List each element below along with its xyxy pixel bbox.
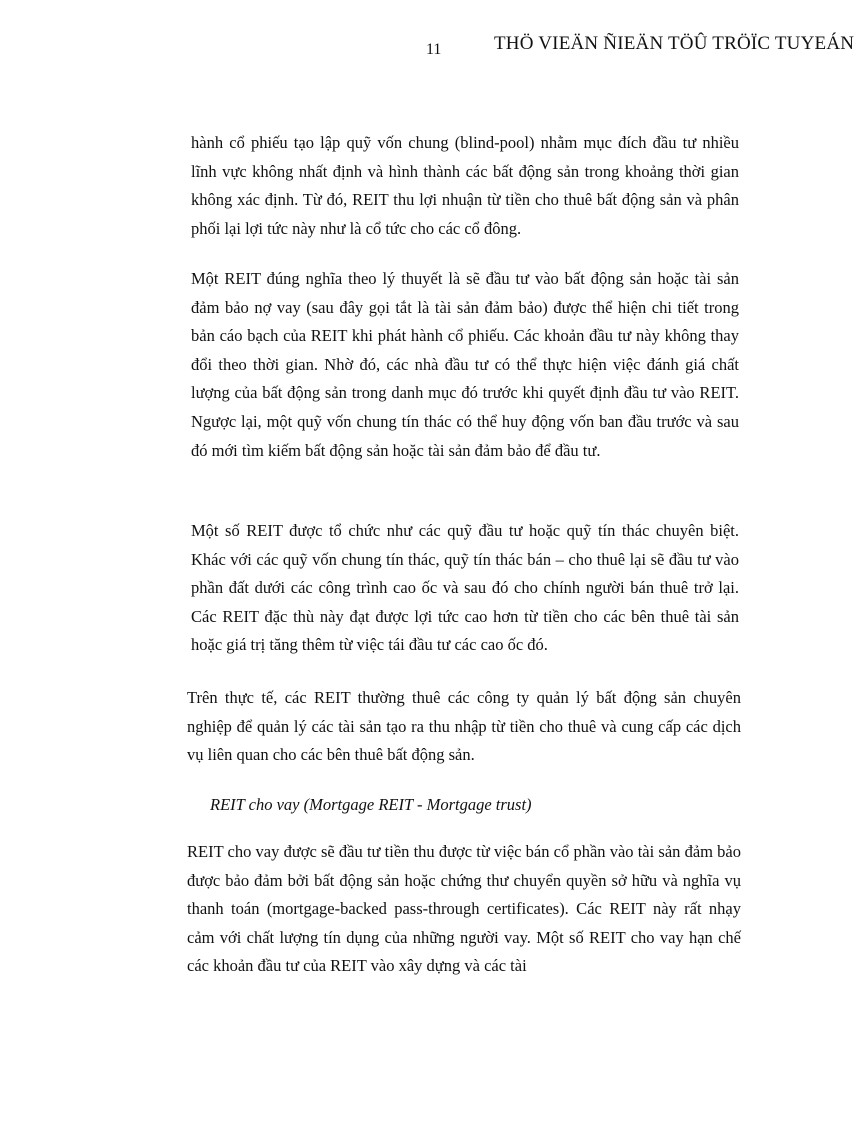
section-subheading: REIT cho vay (Mortgage REIT - Mortgage trust) bbox=[210, 795, 532, 814]
paragraph-4: Trên thực tế, các REIT thường thuê các công ty quản lý bất động sản chuyên nghiệp để quản lý các tài sản tạo ra thu nhập từ tiền cho thuê và cung cấp các dịch vụ liên quan cho các bên thuê bất động sản. bbox=[187, 688, 741, 765]
paragraph-5: REIT cho vay được sẽ đầu tư tiền thu được từ việc bán cổ phần vào tài sản đảm bảo được bảo đảm bởi bất động sản hoặc chứng thư chuyển quyền sở hữu và nghĩa vụ thanh toán (mortgage-backed pass-through certificates). Các REIT này rất nhạy cảm với chất lượng tín dụng của những người vay. Một số REIT cho vay hạn chế các khoản đầu tư của REIT vào xây dựng và các tài bbox=[187, 842, 741, 976]
page-number: 11 bbox=[426, 41, 442, 58]
paragraph-1: hành cổ phiếu tạo lập quỹ vốn chung (blind-pool) nhằm mục đích đầu tư nhiều lĩnh vực không nhất định và hình thành các bất động sản trong khoảng thời gian không xác định. Từ đó, REIT thu lợi nhuận từ tiền cho thuê bất động sản và phân phối lại lợi tức này như là cổ tức cho các cổ đông. bbox=[191, 133, 739, 238]
paragraph-3: Một số REIT được tổ chức như các quỹ đầu tư hoặc quỹ tín thác chuyên biệt. Khác với các quỹ vốn chung tín thác, quỹ tín thác bán – cho thuê lại sẽ đầu tư vào phần đất dưới các công trình cao ốc và sau đó cho chính người bán thuê trở lại. Các REIT đặc thù này đạt được lợi tức cao hơn từ tiền cho các bên thuê tài sản hoặc giá trị tăng thêm từ việc tái đầu tư các cao ốc đó. bbox=[191, 521, 739, 655]
header-title: THÖ VIEÄN ÑIEÄN TÖÛ TRÖÏC TUYEÁN bbox=[494, 33, 854, 54]
paragraph-2: Một REIT đúng nghĩa theo lý thuyết là sẽ đầu tư vào bất động sản hoặc tài sản đảm bảo nợ vay (sau đây gọi tắt là tài sản đảm bảo) được thể hiện chi tiết trong bản cáo bạch của REIT khi phát hành cổ phiếu. Các khoản đầu tư này không thay đổi theo thời gian. Nhờ đó, các nhà đầu tư có thể thực hiện việc đánh giá chất lượng của bất động sản trong danh mục đó trước khi quyết định đầu tư vào REIT. Ngược lại, một quỹ vốn chung tín thác có thể huy động vốn ban đầu trước và sau đó mới tìm kiếm bất động sản hoặc tài sản đảm bảo để đầu tư. bbox=[191, 269, 739, 460]
